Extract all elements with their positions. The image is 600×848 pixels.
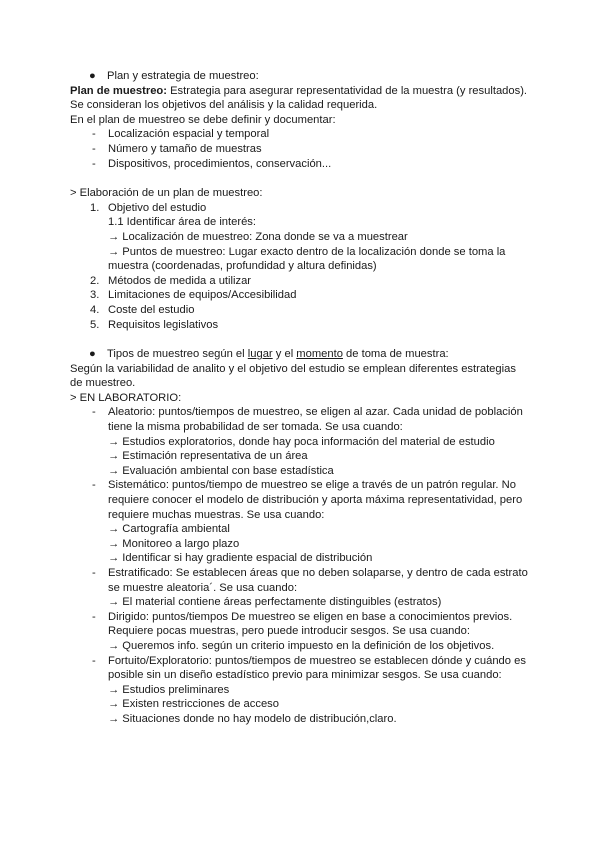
dash-mark: - (92, 654, 96, 667)
method-text: Estratificado: Se establecen áreas que no deben solaparse, y dentro de cada estrato se muestre aleatoria´. Se usa cuando: (108, 567, 528, 594)
plan-line-3: En el plan de muestreo se debe definir y documentar: (70, 113, 336, 126)
dash-mark: - (92, 128, 96, 141)
list-item-text: Dispositivos, procedimientos, conservación... (108, 157, 332, 170)
heading-part: Tipos de muestreo según el (107, 348, 248, 361)
dash-mark: - (92, 479, 96, 492)
plan-definition (70, 84, 542, 99)
numbered-item (72, 318, 542, 333)
sub-item-text: → Puntos de muestreo: Lugar exacto dentro de la localización donde se toma la muestra (coordenadas, profundidad y altura definidas) (108, 245, 506, 273)
heading-part: y el (272, 348, 297, 361)
list-item-text: Localización espacial y temporal (108, 128, 270, 141)
item-number: 1. (90, 201, 100, 214)
document-page (72, 69, 542, 727)
heading-momento: momento (296, 348, 343, 361)
bullet-icon: ● (89, 348, 96, 361)
list-item (72, 142, 542, 157)
list-item-text: Número y tamaño de muestras (108, 142, 262, 155)
elaboration-heading: > Elaboración de un plan de muestreo: (70, 187, 263, 200)
list-item (72, 127, 542, 142)
method-estratificado (72, 566, 542, 595)
item-number: 4. (90, 303, 100, 316)
sampling-types-heading (72, 347, 542, 362)
numbered-item-text: Limitaciones de equipos/Accesibilidad (108, 289, 297, 302)
method-text: Sistemático: puntos/tiempo de muestreo se elige a través de un patrón regular. No requiere conocer el modelo de distribución y aporta máxima representatividad, pero requiere muchas muestras. Se usa cuando: (108, 479, 523, 521)
method-text: Dirigido: puntos/tiempos De muestreo se eligen en base a conocimientos previos. Requiere pocas muestras, pero puede introducir sesgos. Se usa cuando: (108, 610, 513, 638)
plan-heading-text: Plan y estrategia de muestreo: (107, 70, 259, 82)
dash-mark: - (92, 610, 96, 623)
method-fortuito (72, 654, 542, 683)
item-number: 2. (90, 274, 100, 287)
sub-item: → El material contiene áreas perfectamente distinguibles (estratos) (108, 596, 442, 609)
dash-mark: - (92, 567, 96, 579)
sub-item (72, 245, 542, 274)
heading-lugar: lugar (247, 348, 273, 361)
lab-heading: > EN LABORATORIO: (70, 391, 182, 404)
numbered-item (72, 288, 542, 303)
sub-item: 1.1 Identificar área de interés: (108, 216, 257, 229)
item-number: 5. (90, 318, 100, 331)
method-text: Fortuito/Exploratorio: puntos/tiempos de muestreo se establecen dónde y cuándo es posible sin un diseño estadístico previo para minimizar sesgos. Se usa cuando: (108, 654, 526, 682)
item-number: 3. (90, 289, 100, 302)
numbered-item-text: Coste del estudio (108, 303, 195, 316)
sub-item: → Identificar si hay gradiente espacial de distribución (108, 552, 373, 565)
sub-item: → Localización de muestreo: Zona donde se va a muestrear (108, 230, 408, 243)
heading-part: de toma de muestra: (342, 348, 449, 361)
sub-item: → Monitoreo a largo plazo (108, 537, 240, 550)
plan-definition-term: Plan de muestreo: (70, 84, 167, 97)
numbered-item (72, 201, 542, 216)
method-aleatorio (72, 405, 542, 434)
dash-mark: - (92, 157, 96, 170)
numbered-item-text: Métodos de medida a utilizar (108, 274, 252, 287)
dash-mark: - (92, 142, 96, 155)
sub-item: → Existen restricciones de acceso (108, 698, 279, 711)
numbered-item-text: Requisitos legislativos (108, 318, 219, 331)
bullet-icon: ● (89, 70, 96, 82)
numbered-item-text: Objetivo del estudio (108, 201, 207, 214)
plan-heading (72, 69, 542, 84)
sub-item: → Estimación representativa de un área (108, 450, 308, 463)
method-dirigido (72, 610, 542, 639)
plan-line-2: Se consideran los objetivos del análisis y la calidad requerida. (70, 99, 378, 112)
dash-mark: - (92, 406, 96, 419)
sub-item: → Queremos info. según un criterio impuesto en la definición de los objetivos. (108, 639, 495, 652)
plan-definition-text: Estrategia para asegurar representatividad de la muestra (y resultados). (166, 84, 528, 97)
numbered-item (72, 274, 542, 289)
numbered-item (72, 303, 542, 318)
sampling-intro: Según la variabilidad de analito y el objetivo del estudio se emplean diferentes estrategias de muestreo. (70, 362, 516, 390)
list-item (72, 157, 542, 172)
sub-item: → Estudios preliminares (108, 683, 230, 696)
sub-item: → Cartografía ambiental (108, 523, 230, 536)
method-text: Aleatorio: puntos/tiempos de muestreo, se eligen al azar. Cada unidad de población tiene la misma probabilidad de ser tomada. Se usa cuando: (108, 406, 523, 434)
sub-item: → Evaluación ambiental con base estadística (108, 464, 334, 477)
sub-item: → Situaciones donde no hay modelo de distribución,claro. (108, 712, 397, 725)
method-sistematico (72, 478, 542, 522)
sub-item: → Estudios exploratorios, donde hay poca información del material de estudio (108, 435, 495, 448)
